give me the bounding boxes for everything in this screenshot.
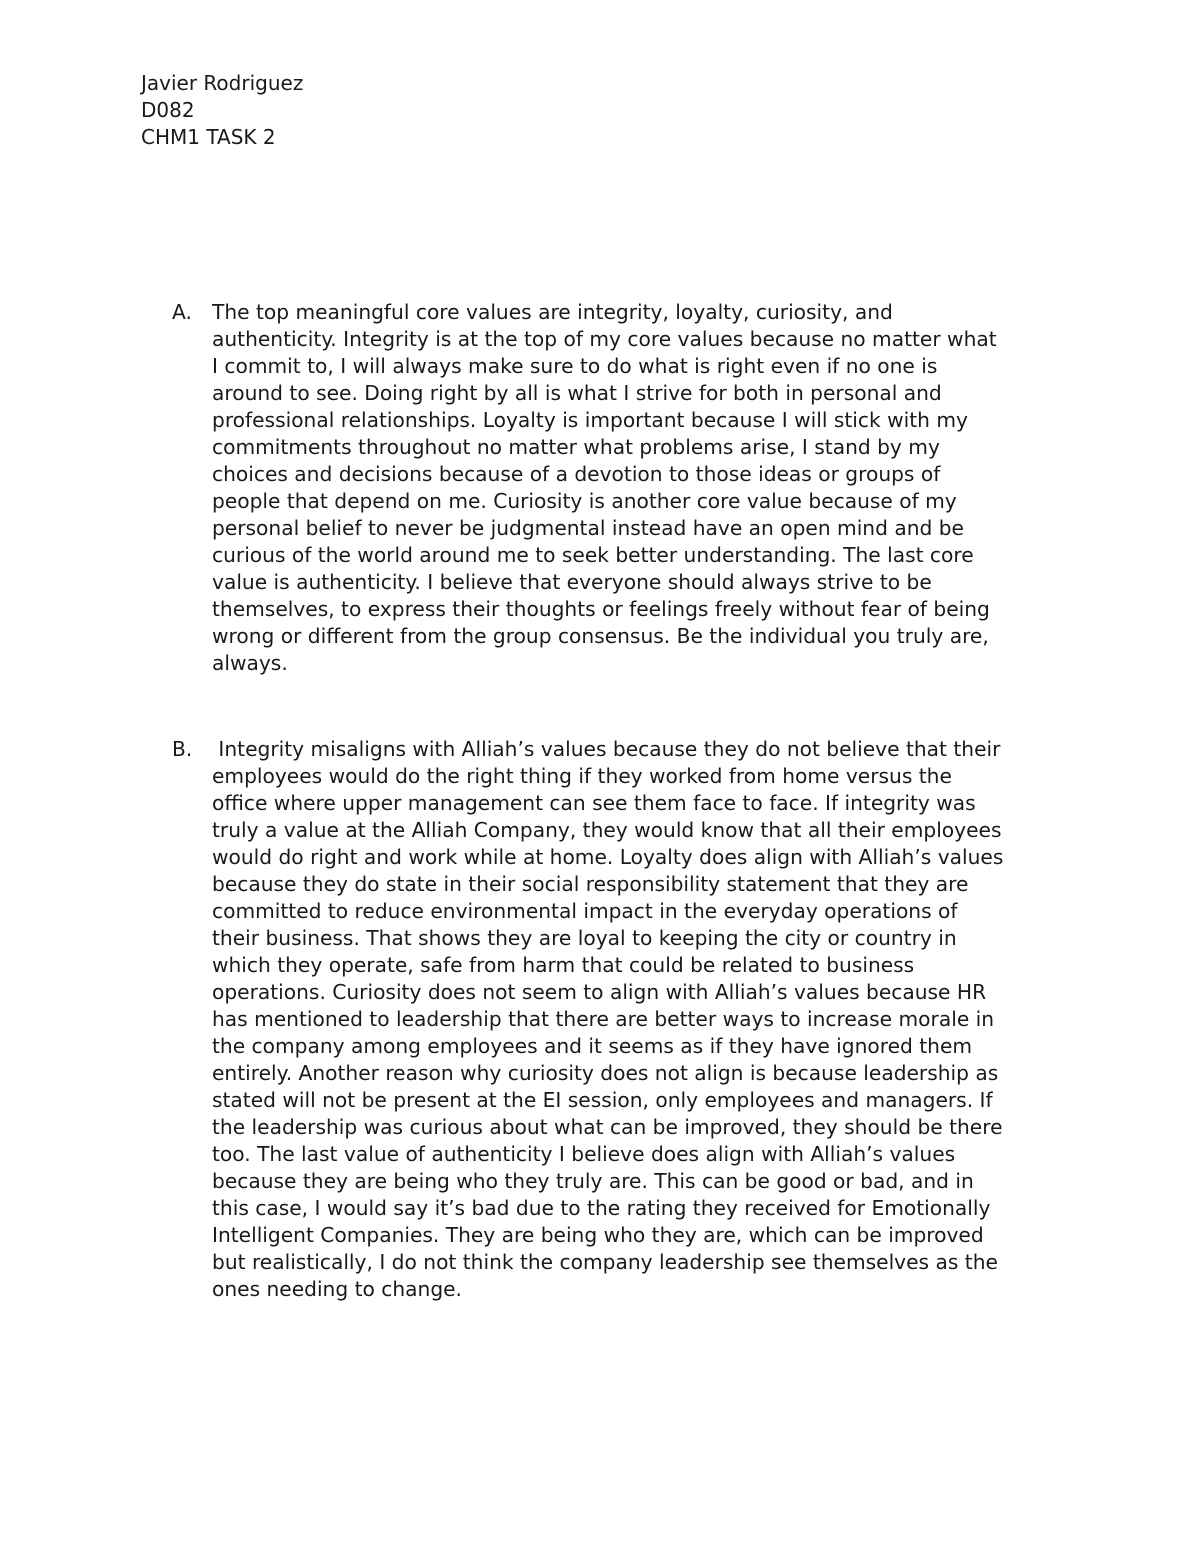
paragraph-line: curious of the world around me to seek better understanding. The last core: [212, 543, 974, 567]
paragraph-line: truly a value at the Alliah Company, they would know that all their employees: [212, 818, 1002, 842]
paragraph-line: people that depend on me. Curiosity is another core value because of my: [212, 489, 957, 513]
paragraph-line: stated will not be present at the EI session, only employees and managers. If: [212, 1088, 993, 1112]
paragraph-line: personal belief to never be judgmental instead have an open mind and be: [212, 516, 964, 540]
paragraph-line: would do right and work while at home. Loyalty does align with Alliah’s values: [212, 845, 1004, 869]
paragraph-line: Intelligent Companies. They are being who they are, which can be improved: [212, 1223, 984, 1247]
paragraph-line: operations. Curiosity does not seem to align with Alliah’s values because HR: [212, 980, 987, 1004]
paragraph-line: too. The last value of authenticity I believe does align with Alliah’s values: [212, 1142, 956, 1166]
paragraph-line: professional relationships. Loyalty is important because I will stick with my: [212, 408, 968, 432]
paragraph-line: Integrity misaligns with Alliah’s values because they do not believe that their: [212, 737, 1001, 761]
paragraph-line: commitments throughout no matter what problems arise, I stand by my: [212, 435, 940, 459]
paragraph-line: has mentioned to leadership that there are better ways to increase morale in: [212, 1007, 995, 1031]
paragraph-line: always.: [212, 651, 288, 675]
paragraph-line: office where upper management can see them face to face. If integrity was: [212, 791, 976, 815]
list-marker: A.: [172, 300, 192, 324]
paragraph-line: which they operate, safe from harm that could be related to business: [212, 953, 915, 977]
paragraph-line: employees would do the right thing if they worked from home versus the: [212, 764, 952, 788]
paragraph-line: value is authenticity. I believe that everyone should always strive to be: [212, 570, 932, 594]
paragraph-line: because they are being who they truly are. This can be good or bad, and in: [212, 1169, 974, 1193]
author-name: Javier Rodriguez: [141, 71, 304, 95]
document-header: [141, 70, 303, 151]
paragraph-line: committed to reduce environmental impact in the everyday operations of: [212, 899, 958, 923]
paragraph-line: but realistically, I do not think the company leadership see themselves as the: [212, 1250, 998, 1274]
task-title: CHM1 TASK 2: [141, 125, 276, 149]
paragraph-line: their business. That shows they are loyal to keeping the city or country in: [212, 926, 957, 950]
list-item-a: [172, 299, 1072, 677]
paragraph-line: The top meaningful core values are integrity, loyalty, curiosity, and: [212, 300, 893, 324]
paragraph-line: themselves, to express their thoughts or feelings freely without fear of being: [212, 597, 990, 621]
paragraph-line: choices and decisions because of a devotion to those ideas or groups of: [212, 462, 941, 486]
list-item-b: [172, 736, 1072, 1303]
paragraph-line: ones needing to change.: [212, 1277, 462, 1301]
paragraph-line: the leadership was curious about what can be improved, they should be there: [212, 1115, 1003, 1139]
paragraph-line: around to see. Doing right by all is what I strive for both in personal and: [212, 381, 942, 405]
paragraph-line: I commit to, I will always make sure to do what is right even if no one is: [212, 354, 938, 378]
paragraph-line: entirely. Another reason why curiosity does not align is because leadership as: [212, 1061, 999, 1085]
course-code: D082: [141, 98, 195, 122]
paragraph-line: authenticity. Integrity is at the top of my core values because no matter what: [212, 327, 997, 351]
paragraph-line: this case, I would say it’s bad due to the rating they received for Emotionally: [212, 1196, 991, 1220]
list-marker: B.: [172, 737, 193, 761]
paragraph-line: wrong or different from the group consensus. Be the individual you truly are,: [212, 624, 989, 648]
paragraph-line: because they do state in their social responsibility statement that they are: [212, 872, 969, 896]
paragraph-line: the company among employees and it seems as if they have ignored them: [212, 1034, 973, 1058]
